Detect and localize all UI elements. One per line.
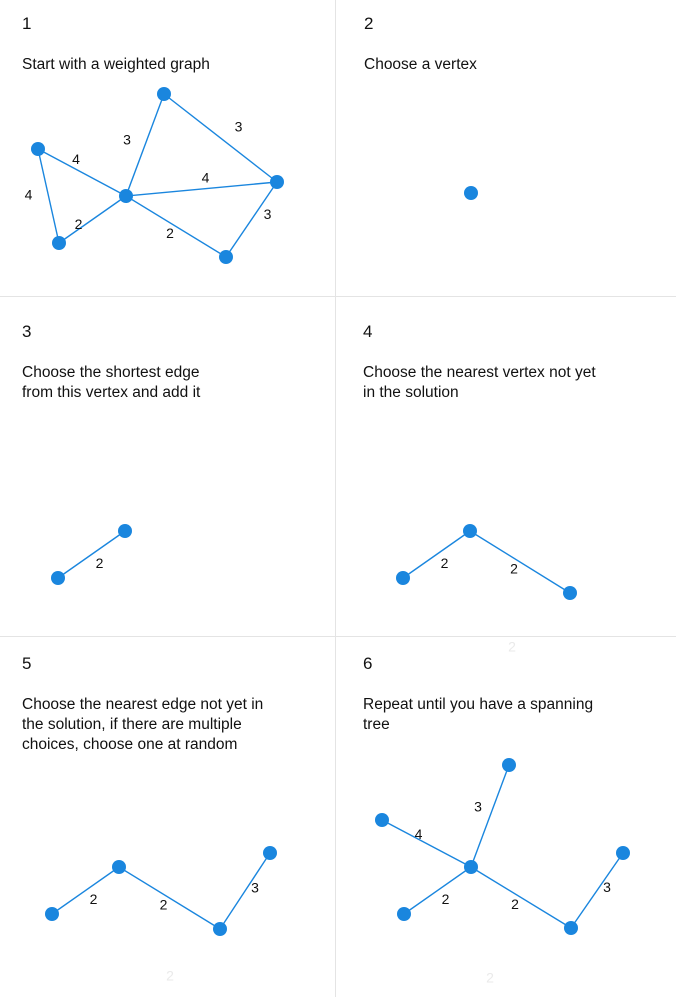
graph-diagram [0,0,335,296]
step-description: Choose the nearest edge not yet in the solution, if there are multiple choices, choose one at random [22,696,264,753]
edge-weight-label: 2 [159,896,168,913]
graph-vertex-b [118,524,132,538]
graph-edge-d-b [382,820,471,867]
graph-vertex-e [45,907,59,921]
graph-vertex-e [396,571,410,585]
edge-weight-label: 3 [123,131,131,148]
graph-vertex-e [51,571,65,585]
graph-vertex-e [52,236,66,250]
step-description: Choose the shortest edge from this vertex and add it [22,364,201,401]
edge-weight-label: 2 [510,560,518,577]
edge-weight-label: 3 [251,879,259,896]
horizontal-divider-2 [0,636,676,637]
step-panel-2 [342,0,677,296]
step-description: Choose the nearest vertex not yet in the solution [363,364,596,401]
graph-edge-b-f [471,867,571,928]
graph-vertex-b [464,186,478,200]
edge-weight-label: 2 [95,555,104,572]
graph-vertex-c [270,175,284,189]
stray-label: 2 [508,638,516,655]
graph-vertex-f [564,921,578,935]
graph-diagram [341,308,676,636]
graph-vertex-a [157,87,171,101]
graph-edge-d-e [38,149,59,243]
graph-vertex-f [563,586,577,600]
graph-vertex-b [463,524,477,538]
graph-edge-a-b [126,94,164,196]
graph-vertex-e [397,907,411,921]
graph-edge-e-b [404,867,471,914]
edge-weight-label: 3 [234,118,243,135]
step-number: 6 [363,654,373,673]
step-description: Repeat until you have a spanning tree [363,696,594,733]
vertical-divider [335,0,336,997]
edge-weight-label: 4 [24,186,33,203]
edge-weight-label: 2 [441,891,450,908]
graph-edge-b-f [119,867,220,929]
step-number: 2 [364,14,374,33]
horizontal-divider-1 [0,296,676,297]
graph-vertex-b [112,860,126,874]
step-panel-6 [341,640,676,997]
graph-edge-f-c [571,853,623,928]
step-number: 1 [22,14,32,33]
graph-vertex-c [263,846,277,860]
graph-edge-a-c [164,94,277,182]
step-description: Choose a vertex [364,56,477,73]
graph-diagram [342,0,677,296]
graph-edge-b-e [59,196,126,243]
stray-label: 2 [166,967,174,984]
edge-weight-label: 2 [440,555,449,572]
graph-edge-f-c [220,853,270,929]
step-number: 4 [363,322,373,341]
graph-edge-b-f [470,531,570,593]
stray-label: 2 [486,969,494,986]
graph-vertex-c [616,846,630,860]
step-description: Start with a weighted graph [22,56,210,73]
graph-vertex-d [375,813,389,827]
edge-weight-label: 3 [263,206,272,223]
step-panel-5 [0,640,335,997]
graph-edge-e-b [52,867,119,914]
step-panel-4 [341,308,676,636]
graph-vertex-b [464,860,478,874]
graph-edge-b-f [126,196,226,257]
edge-weight-label: 3 [474,798,482,815]
edge-weight-label: 4 [414,826,423,843]
graph-vertex-d [31,142,45,156]
graph-vertex-a [502,758,516,772]
edge-weight-label: 2 [511,896,519,913]
graph-edge-d-b [38,149,126,196]
step-number: 3 [22,322,32,341]
graph-vertex-f [219,250,233,264]
graph-vertex-b [119,189,133,203]
graph-diagram [341,640,676,997]
graph-diagram [0,308,335,636]
graph-vertex-f [213,922,227,936]
graph-edge-e-b [58,531,125,578]
step-number: 5 [22,654,32,673]
graph-diagram [0,640,335,997]
edge-weight-label: 2 [89,891,98,908]
graph-edge-e-b [403,531,470,578]
edge-weight-label: 2 [74,216,83,233]
edge-weight-label: 3 [603,879,611,896]
edge-weight-label: 4 [72,151,80,168]
graph-edge-b-a [471,765,509,867]
step-panel-1 [0,0,335,296]
edge-weight-label: 4 [201,169,210,186]
step-panel-3 [0,308,335,636]
edge-weight-label: 2 [166,225,174,242]
